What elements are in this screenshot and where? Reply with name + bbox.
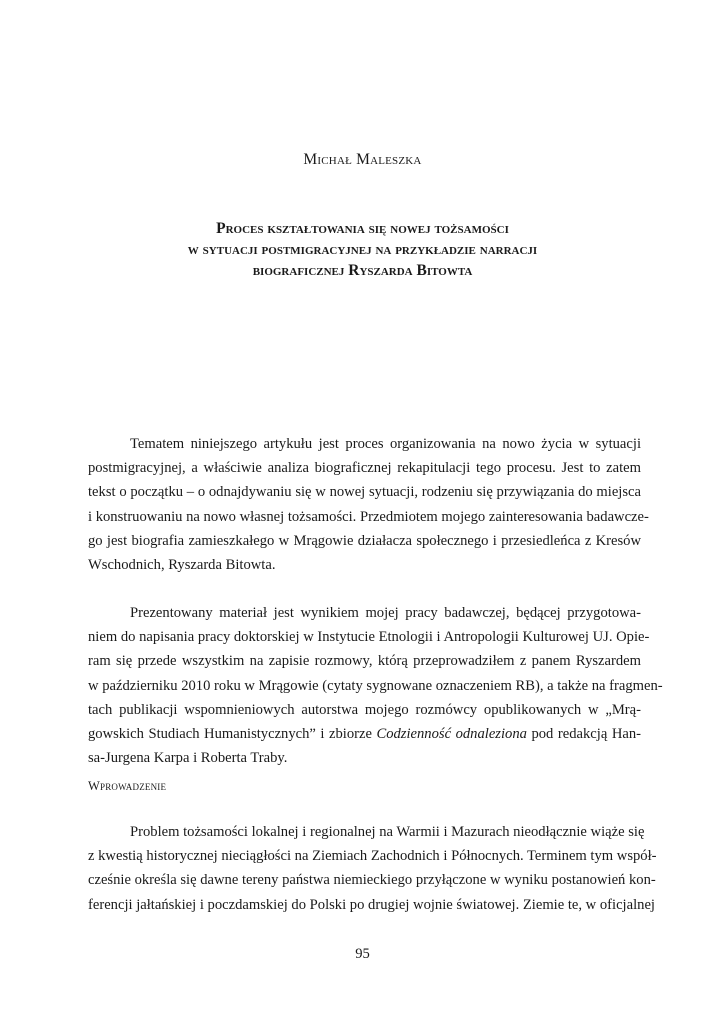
page-number: 95: [355, 946, 370, 962]
paragraph-line: z kwestią historycznej nieciągłości na Ziemiach Zachodnich i Północnych. Terminem tym współ-: [88, 848, 657, 865]
section-heading: Wprowadzenie: [88, 779, 167, 793]
paragraph-line: w październiku 2010 roku w Mrągowie (cytaty sygnowane oznaczeniem RB), a także na fragmen-: [88, 677, 663, 694]
paragraph-line: Wschodnich, Ryszarda Bitowta.: [88, 556, 276, 573]
paragraph-line: cześnie określa się dawne tereny państwa niemieckiego przyłączone w wyniku postanowień kon-: [88, 872, 656, 889]
title-line-2: w sytuacji postmigracyjnej na przykładzie narracji: [187, 241, 538, 258]
paragraph-line: sa-Jurgena Karpa i Roberta Traby.: [88, 750, 288, 767]
paragraph-line: Prezentowany materiał jest wynikiem mojej pracy badawczej, będącej przygotowa-: [130, 605, 641, 621]
paragraph-line: i konstruowaniu na nowo własnej tożsamości. Przedmiotem mojego zainteresowania badawcze-: [88, 508, 649, 525]
title-line-1: Proces kształtowania się nowej tożsamości: [216, 220, 509, 237]
title-line-3: biograficznej Ryszarda Bitowta: [252, 262, 473, 279]
paragraph-sources: [88, 601, 663, 770]
line-text: gowskich Studiach Humanistycznych” i zbiorze: [88, 725, 377, 742]
line-text: pod redakcją Han-: [526, 725, 641, 742]
paragraph-line: [88, 722, 641, 746]
paragraph-line: Tematem niniejszego artykułu jest proces organizowania na nowo życia w sytuacji: [130, 436, 641, 452]
paragraph-line: postmigracyjnej, a właściwie analiza biograficznej rekapitulacji tego procesu. Jest to zatem: [88, 460, 641, 477]
paragraph-line: tach publikacji wspomnieniowych autorstwa mojego rozmówcy opublikowanych w „Mrą-: [88, 701, 641, 718]
paragraph-line: ferencji jałtańskiej i poczdamskiej do Polski po drugiej wojnie światowej. Ziemie te, w oficjalnej: [88, 896, 655, 913]
paragraph-line: go jest biografia zamieszkałego w Mrągowie działacza społecznego i przesiedleńca z Kresów: [88, 532, 641, 549]
author-name: Michał Maleszka: [303, 151, 422, 168]
article-title: [60, 218, 665, 281]
paragraph-intro: [88, 432, 649, 577]
paragraph-line: Problem tożsamości lokalnej i regionalnej na Warmii i Mazurach nieodłącznie wiąże się: [130, 824, 645, 840]
paragraph-problem: [88, 820, 657, 917]
paragraph-line: ram się przede wszystkim na zapisie rozmowy, którą przeprowadziłem z panem Ryszardem: [88, 653, 641, 670]
paragraph-line: tekst o początku – o odnajdywaniu się w nowej sytuacji, rodzeniu się przywiązania do miejsca: [88, 484, 641, 501]
book-title-italic: Codzienność odnaleziona: [376, 725, 527, 742]
paragraph-line: niem do napisania pracy doktorskiej w Instytucie Etnologii i Antropologii Kulturowej UJ. Opie-: [88, 629, 650, 646]
